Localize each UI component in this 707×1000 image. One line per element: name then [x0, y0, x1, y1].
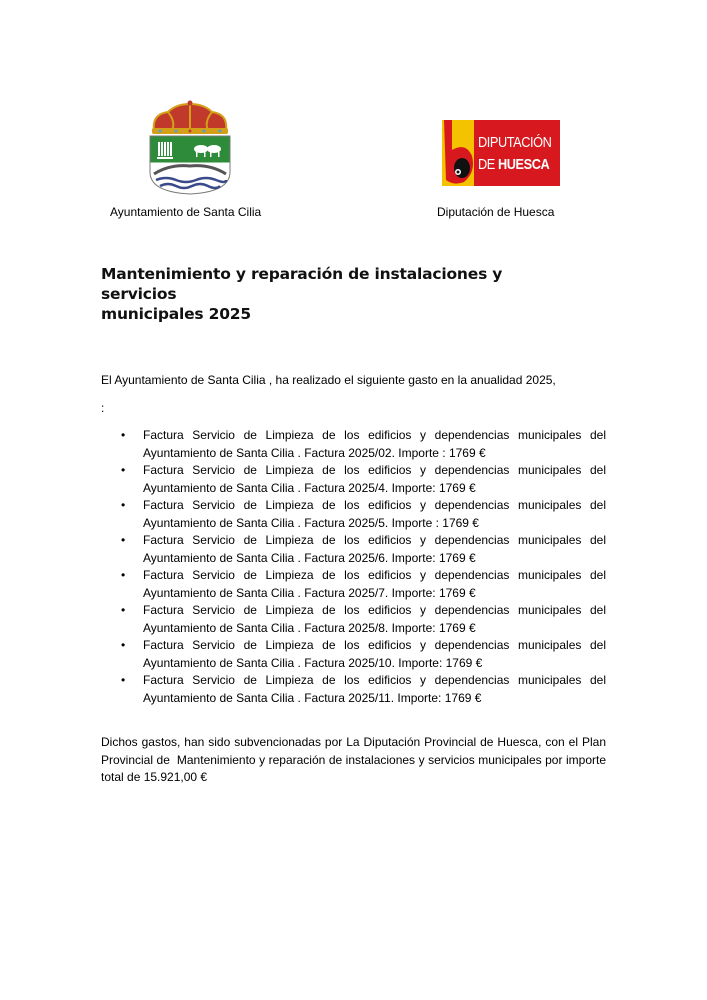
closing-line-1: Dichos gastos, han sido subvencionadas por La Diputación Provincial de Huesca, con el Plan — [101, 735, 606, 749]
closing-line-3: total de 15.921,00 € — [101, 770, 208, 784]
closing-paragraph — [101, 734, 606, 787]
item-line-2: Ayuntamiento de Santa Cilia . Factura 2025/5. Importe : 1769 € — [143, 515, 479, 530]
diputacion-logo-mark — [442, 120, 560, 186]
intro-paragraph: El Ayuntamiento de Santa Cilia , ha realizado el siguiente gasto en la anualidad 2025, — [101, 373, 556, 387]
left-logo-caption: Ayuntamiento de Santa Cilia — [110, 205, 262, 219]
list-item — [101, 427, 606, 462]
item-line-1: Factura Servicio de Limpieza de los edificios y dependencias municipales del — [143, 638, 606, 652]
diputacion-logo-de: DE — [478, 156, 498, 173]
closing-line-2: Provincial de Mantenimiento y reparación de instalaciones y servicios municipales por importe — [101, 752, 606, 767]
item-line-2: Ayuntamiento de Santa Cilia . Factura 2025/10. Importe: 1769 € — [143, 655, 483, 670]
bullet-icon: • — [121, 638, 126, 652]
diputacion-huesca-logo — [442, 120, 560, 186]
coat-of-arms-image — [146, 100, 234, 196]
bullet-icon: • — [121, 603, 126, 617]
item-line-1: Factura Servicio de Limpieza de los edificios y dependencias municipales del — [143, 533, 606, 547]
bullet-icon: • — [121, 498, 126, 512]
list-item — [101, 602, 606, 637]
list-item — [101, 637, 606, 672]
list-item — [101, 497, 606, 532]
item-line-1: Factura Servicio de Limpieza de los edificios y dependencias municipales del — [143, 463, 606, 477]
bullet-icon: • — [121, 533, 126, 547]
item-line-1: Factura Servicio de Limpieza de los edificios y dependencias municipales del — [143, 568, 606, 582]
colon-line: : — [101, 401, 105, 415]
list-item — [101, 567, 606, 602]
list-item — [101, 462, 606, 497]
item-line-2: Ayuntamiento de Santa Cilia . Factura 2025/02. Importe : 1769 € — [143, 445, 486, 460]
title-line-2: municipales 2025 — [101, 305, 251, 323]
diputacion-logo-line1: DIPUTACIÓN — [478, 134, 552, 151]
list-item — [101, 672, 606, 707]
bullet-icon: • — [121, 463, 126, 477]
item-line-2: Ayuntamiento de Santa Cilia . Factura 2025/8. Importe: 1769 € — [143, 620, 476, 635]
list-item — [101, 532, 606, 567]
bullet-icon: • — [121, 673, 126, 687]
right-logo-caption: Diputación de Huesca — [437, 205, 555, 219]
item-line-2: Ayuntamiento de Santa Cilia . Factura 2025/7. Importe: 1769 € — [143, 585, 476, 600]
diputacion-logo-huesca: HUESCA — [497, 156, 550, 173]
item-line-2: Ayuntamiento de Santa Cilia . Factura 2025/11. Importe: 1769 € — [143, 690, 482, 705]
item-line-1: Factura Servicio de Limpieza de los edificios y dependencias municipales del — [143, 603, 606, 617]
item-line-1: Factura Servicio de Limpieza de los edificios y dependencias municipales del — [143, 673, 606, 687]
santa-cilia-coat-of-arms — [146, 100, 234, 196]
item-line-2: Ayuntamiento de Santa Cilia . Factura 2025/4. Importe: 1769 € — [143, 480, 476, 495]
title-line-1: Mantenimiento y reparación de instalaciones y servicios — [101, 265, 503, 303]
bullet-icon: • — [121, 428, 126, 442]
bullet-icon: • — [121, 568, 126, 582]
diputacion-logo-line2 — [478, 156, 549, 173]
item-line-1: Factura Servicio de Limpieza de los edificios y dependencias municipales del — [143, 428, 606, 442]
item-line-1: Factura Servicio de Limpieza de los edificios y dependencias municipales del — [143, 498, 606, 512]
item-line-2: Ayuntamiento de Santa Cilia . Factura 2025/6. Importe: 1769 € — [143, 550, 476, 565]
document-title — [101, 264, 581, 324]
invoice-list — [101, 427, 606, 707]
